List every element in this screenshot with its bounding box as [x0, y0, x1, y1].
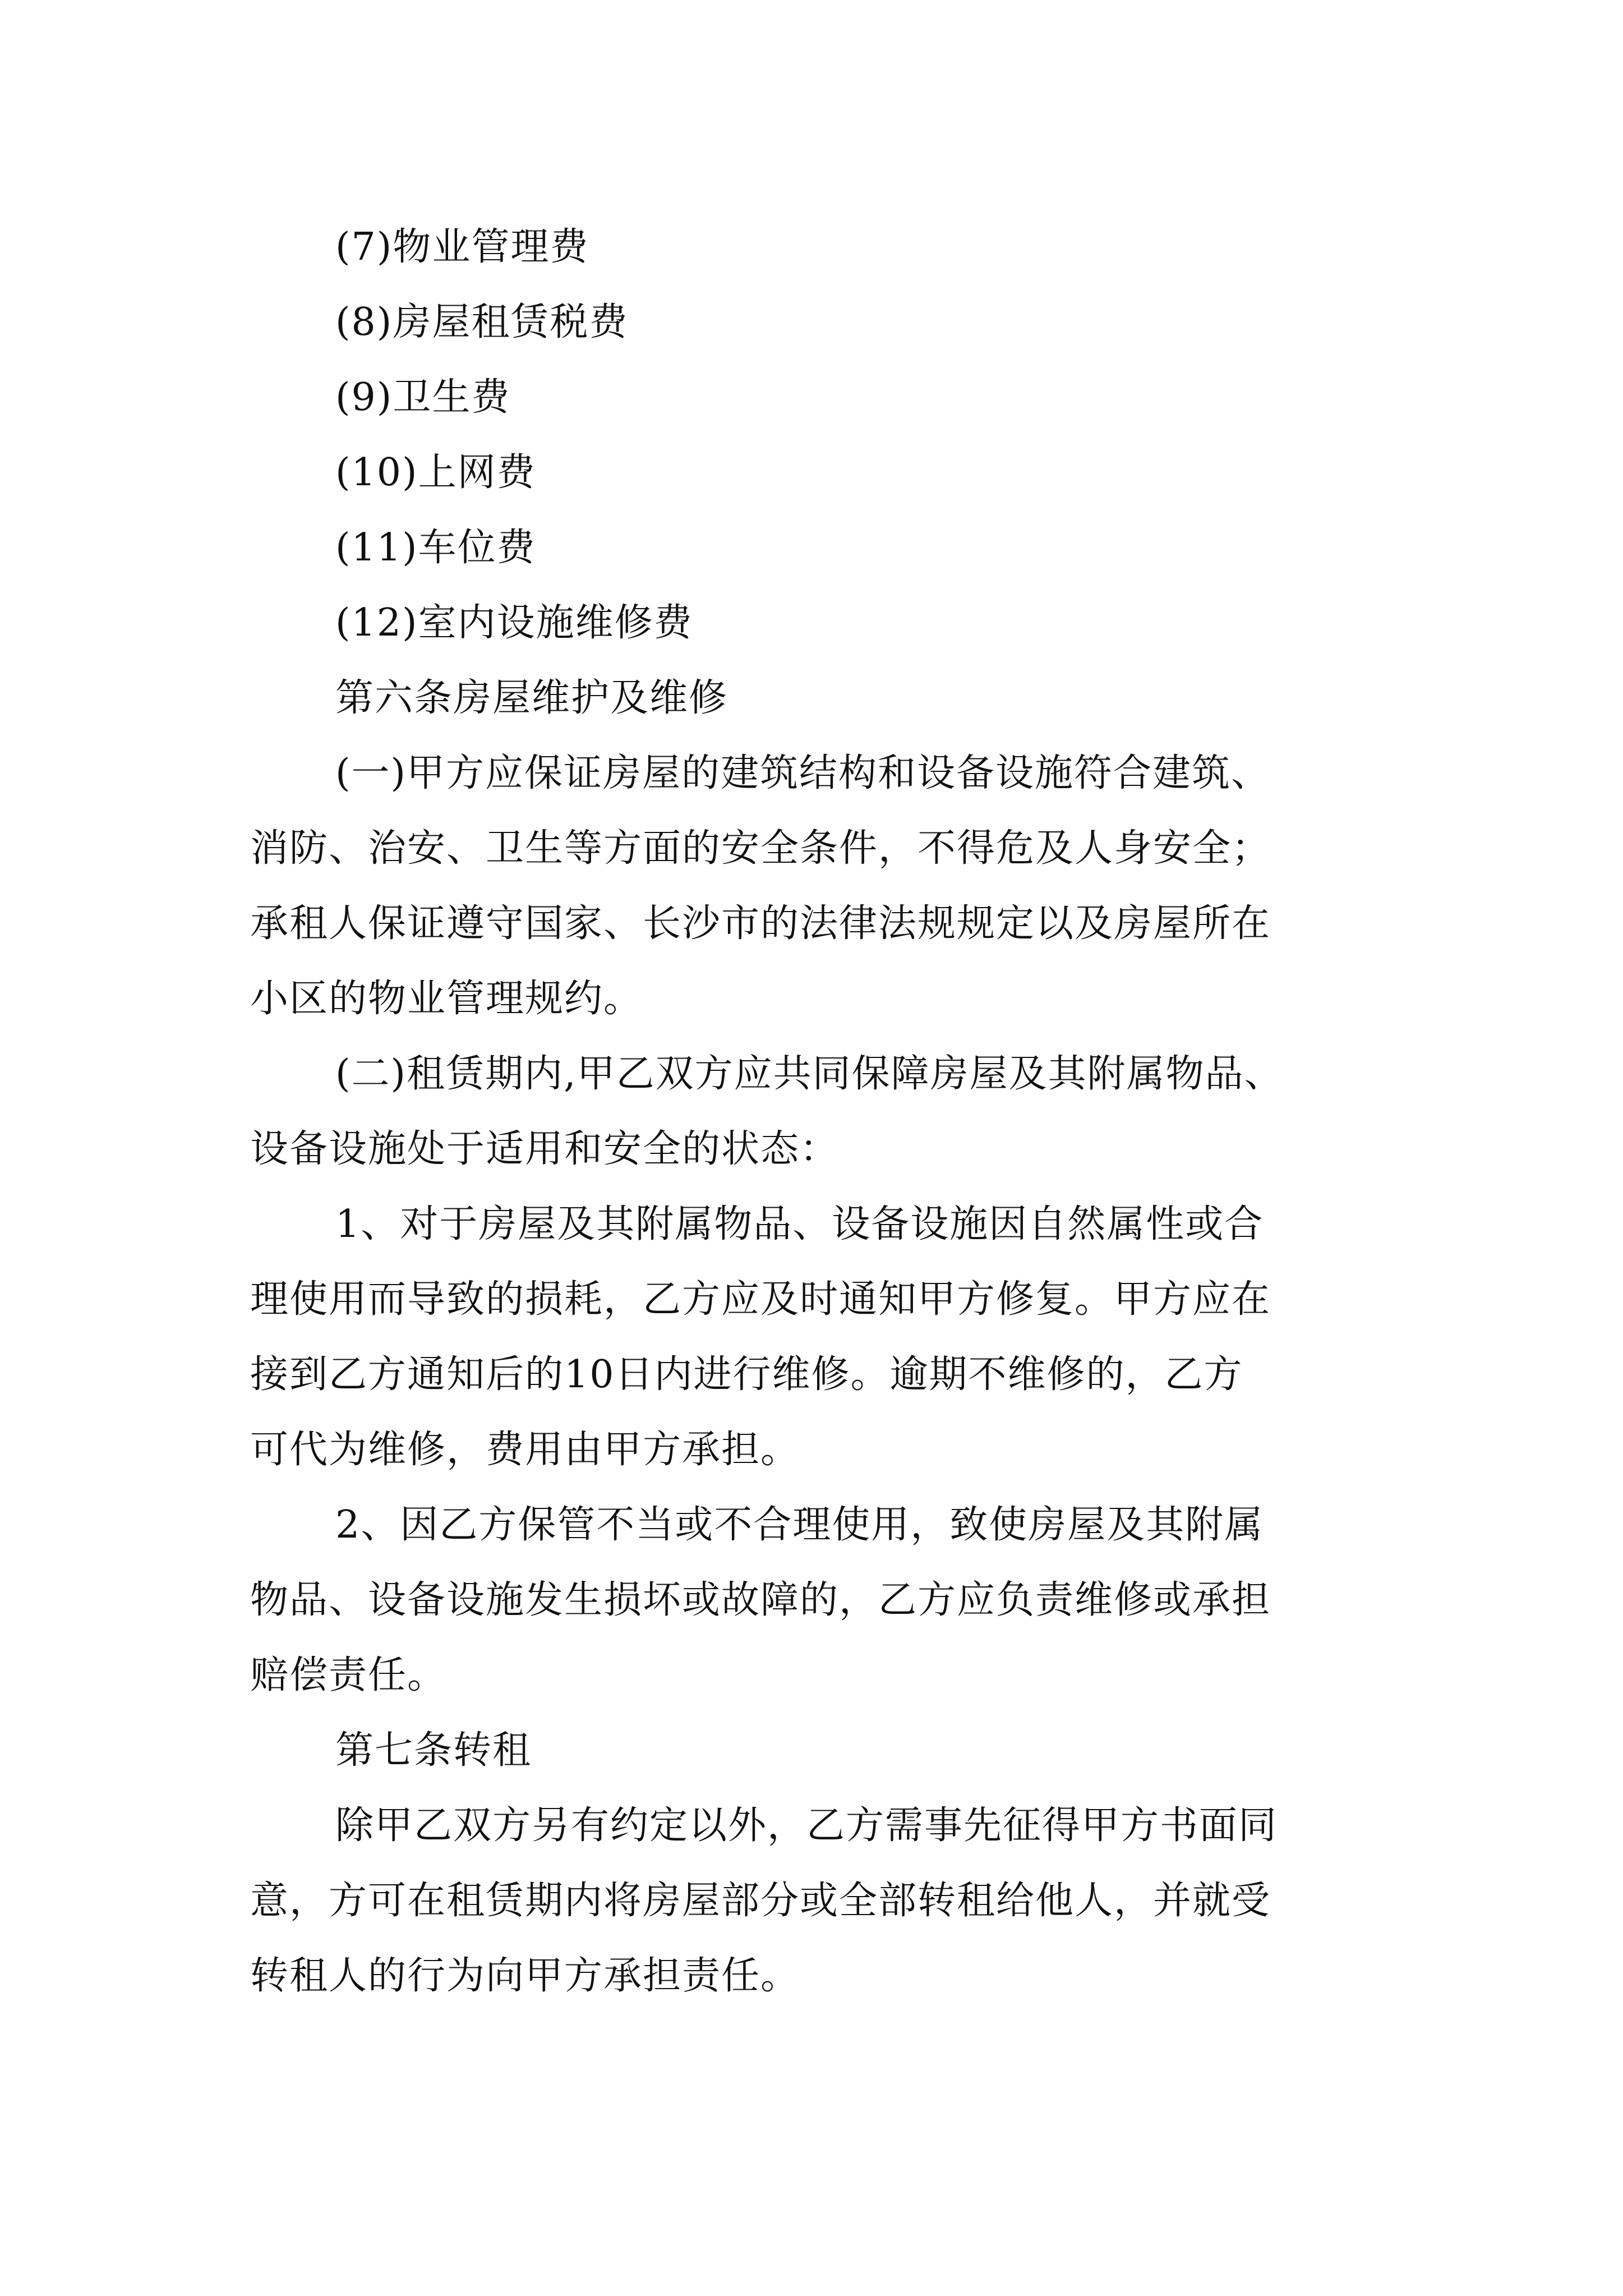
article6-item2-line: 2、因乙方保管不当或不合理使用，致使房屋及其附属 — [335, 1503, 1264, 1547]
fee-item-12: (12)室内设施维修费 — [335, 601, 693, 645]
article6-clause2-line: 设备设施处于适用和安全的状态： — [250, 1127, 840, 1171]
article6-heading: 第六条房屋维护及维修 — [335, 676, 728, 720]
document-body — [250, 210, 1377, 2014]
fee-item-11: (11)车位费 — [335, 526, 536, 570]
article6-clause2-line: (二)租赁期内,甲乙双方应共同保障房屋及其附属物品、 — [335, 1052, 1284, 1096]
article7-body-line: 除甲乙双方另有约定以外，乙方需事先征得甲方书面同 — [335, 1803, 1278, 1848]
article6-clause1-line: (一)甲方应保证房屋的建筑结构和设备设施符合建筑、 — [335, 751, 1271, 795]
fee-item-7: (7)物业管理费 — [335, 225, 589, 269]
fee-item-10: (10)上网费 — [335, 450, 536, 495]
article6-item2-line: 物品、设备设施发生损坏或故障的，乙方应负责维修或承担 — [250, 1578, 1271, 1622]
article6-clause1-line: 承租人保证遵守国家、长沙市的法律法规规定以及房屋所在 — [250, 901, 1271, 946]
article6-item1-line: 理使用而导致的损耗，乙方应及时通知甲方修复。甲方应在 — [250, 1277, 1271, 1322]
article6-clause1-line: 消防、治安、卫生等方面的安全条件，不得危及人身安全； — [250, 826, 1271, 871]
article6-clause1-line: 小区的物业管理规约。 — [250, 977, 643, 1021]
article6-item2-line: 赔偿责任。 — [250, 1653, 447, 1697]
fee-item-9: (9)卫生费 — [335, 375, 511, 420]
article6-item1-line: 1、对于房屋及其附属物品、设备设施因自然属性或合 — [335, 1202, 1264, 1246]
article6-item1-line: 可代为维修，费用由甲方承担。 — [250, 1428, 800, 1472]
fee-item-8: (8)房屋租赁税费 — [335, 300, 629, 344]
article7-body-line: 转租人的行为向甲方承担责任。 — [250, 1954, 800, 1998]
article7-body-line: 意，方可在租赁期内将房屋部分或全部转租给他人，并就受 — [250, 1879, 1271, 1923]
article6-item1-line: 接到乙方通知后的10日内进行维修。逾期不维修的，乙方 — [250, 1352, 1243, 1397]
article7-heading: 第七条转租 — [335, 1728, 532, 1773]
